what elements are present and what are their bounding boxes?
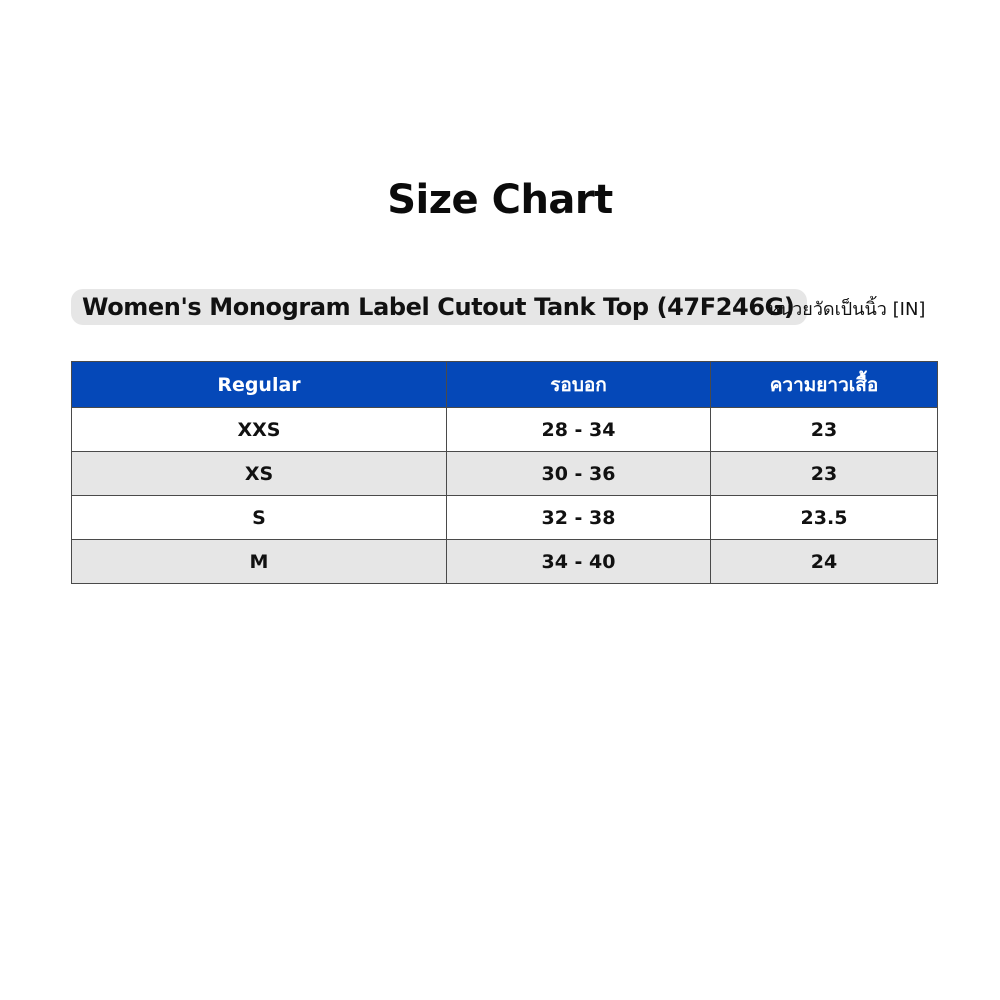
- table-header-row: [72, 362, 938, 408]
- page-title: Size Chart: [387, 177, 613, 223]
- table-row: [72, 496, 938, 540]
- chest-cell: 28 - 34: [447, 408, 711, 452]
- product-name-label: Women's Monogram Label Cutout Tank Top (47F246G): [71, 289, 807, 325]
- size-cell: M: [72, 540, 447, 584]
- column-header-chest: รอบอก: [447, 362, 711, 408]
- column-header-length: ความยาวเสื้อ: [711, 362, 938, 408]
- table-row: [72, 540, 938, 584]
- length-cell: 24: [711, 540, 938, 584]
- size-cell: S: [72, 496, 447, 540]
- chest-cell: 30 - 36: [447, 452, 711, 496]
- table-row: [72, 452, 938, 496]
- size-table: [71, 361, 938, 584]
- length-cell: 23: [711, 452, 938, 496]
- unit-note: หน่วยวัดเป็นนิ้ว [IN]: [768, 299, 926, 320]
- chest-cell: 32 - 38: [447, 496, 711, 540]
- column-header-size: Regular: [72, 362, 447, 408]
- chest-cell: 34 - 40: [447, 540, 711, 584]
- size-cell: XXS: [72, 408, 447, 452]
- size-cell: XS: [72, 452, 447, 496]
- length-cell: 23: [711, 408, 938, 452]
- length-cell: 23.5: [711, 496, 938, 540]
- table-row: [72, 408, 938, 452]
